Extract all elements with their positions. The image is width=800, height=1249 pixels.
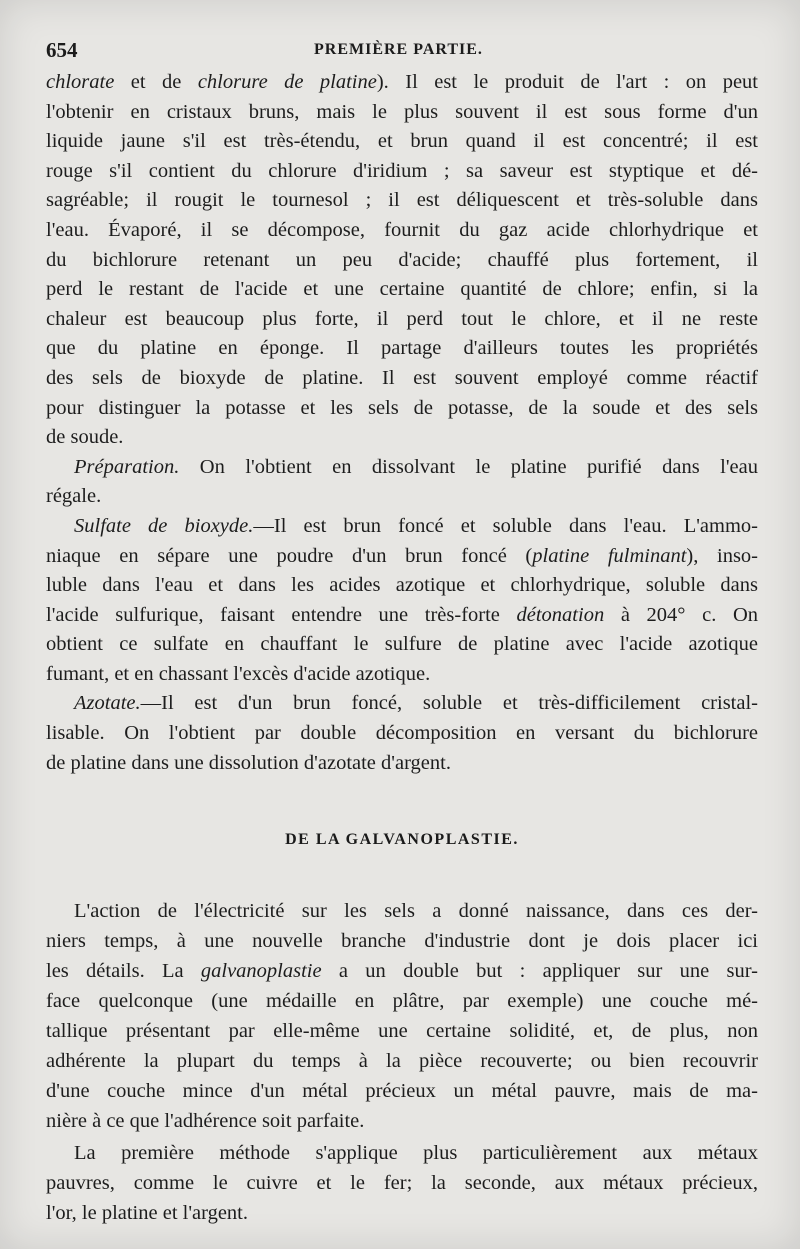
text-run: l'acide sulfurique, faisant entendre une très-forte <box>46 603 517 626</box>
text-line: nière à ce que l'adhérence soit parfaite. <box>46 1110 365 1132</box>
sulfate-line <box>46 512 758 542</box>
text-run: et de <box>114 71 198 93</box>
text-line <box>46 956 758 986</box>
text-line: sagréable; il rougit le tournesol ; il est déliquescent et très-soluble dans <box>46 189 758 212</box>
text-line: L'action de l'électricité sur les sels a donné naissance, dans ces der- <box>74 900 758 922</box>
text-line: du bichlorure retenant un peu d'acide; chauffé plus fortement, il <box>46 248 758 271</box>
italic-term: chlorate <box>46 71 115 93</box>
text-run: —Il est d'un brun foncé, soluble et très-difficilement cristal- <box>140 692 758 715</box>
preparation-label: Préparation. <box>74 455 180 478</box>
text-line: luble dans l'eau et dans les acides azotique et chlorhydrique, soluble dans <box>46 574 758 597</box>
text-line <box>46 68 758 98</box>
text-line: liquide jaune s'il est très-étendu, et brun quand il est concentré; il est <box>46 130 758 153</box>
text-line: pauvres, comme le cuivre et le fer; la seconde, aux métaux précieux, <box>46 1172 758 1194</box>
page-number: 654 <box>46 38 78 62</box>
body-text-bottom <box>46 896 758 1228</box>
section-heading: DE LA GALVANOPLASTIE. <box>285 831 519 848</box>
text-line: face quelconque (une médaille en plâtre, par exemple) une couche mé- <box>46 990 758 1012</box>
text-line: niers temps, à une nouvelle branche d'industrie dont je dois placer ici <box>46 930 758 952</box>
text-line: adhérente la plupart du temps à la pièce recouverte; ou bien recouvrir <box>46 1050 758 1072</box>
text-line: tallique présentant par elle-même une certaine solidité, et, de plus, non <box>46 1020 758 1042</box>
text-line: que du platine en éponge. Il partage d'ailleurs toutes les propriétés <box>46 337 758 360</box>
page-header <box>46 38 758 66</box>
text-line: lisable. On l'obtient par double décomposition en versant du bichlorure <box>46 722 758 745</box>
body-text-top <box>46 68 758 778</box>
text-line: l'obtenir en cristaux bruns, mais le plus souvent il est sous forme d'un <box>46 100 758 123</box>
text-line: de soude. <box>46 426 124 449</box>
text-line: régale. <box>46 485 102 508</box>
azotate-line <box>46 689 758 719</box>
text-line: chaleur est beaucoup plus forte, il perd tout le chlore, et il ne reste <box>46 307 758 330</box>
azotate-label: Azotate. <box>74 692 141 715</box>
text-run: les détails. La <box>46 960 201 982</box>
italic-term: chlorure de platine <box>197 71 377 93</box>
text-line: obtient ce sulfate en chauffant le sulfure de platine avec l'acide azotique <box>46 633 758 656</box>
text-run: On l'obtient en dissolvant le platine purifié dans l'eau <box>179 455 758 478</box>
text-line <box>46 601 758 631</box>
text-line: perd le restant de l'acide et une certaine quantité de chlore; enfin, si la <box>46 278 758 301</box>
text-line: de platine dans une dissolution d'azotate d'argent. <box>46 751 451 774</box>
text-line: rouge s'il contient du chlorure d'iridium ; sa saveur est styptique et dé- <box>46 159 758 182</box>
text-line: pour distinguer la potasse et les sels de potasse, de la soude et des sels <box>46 396 758 419</box>
text-line: l'eau. Évaporé, il se décompose, fournit du gaz acide chlorhydrique et <box>46 218 758 241</box>
preparation-line <box>46 453 758 483</box>
text-run: à 204° c. On <box>604 603 758 626</box>
text-run: a un double but : appliquer sur une sur- <box>321 960 758 982</box>
text-line: d'une couche mince d'un métal précieux un métal pauvre, mais de ma- <box>46 1080 758 1102</box>
italic-term: détonation <box>516 603 605 626</box>
text-run: ), inso- <box>686 544 759 567</box>
text-line: l'or, le platine et l'argent. <box>46 1202 249 1224</box>
text-line: des sels de bioxyde de platine. Il est souvent employé comme réactif <box>46 366 758 389</box>
text-run: niaque en sépare une poudre d'un brun foncé ( <box>46 544 533 567</box>
text-run: ). Il est le produit de l'art : on peut <box>376 71 759 93</box>
italic-term: galvanoplastie <box>200 960 322 982</box>
italic-term: platine fulminant <box>532 544 687 567</box>
text-line: fumant, et en chassant l'excès d'acide azotique. <box>46 662 431 685</box>
text-run: —Il est brun foncé et soluble dans l'eau. L'ammo- <box>253 514 758 537</box>
running-head: PREMIÈRE PARTIE. <box>314 41 483 58</box>
sulfate-label: Sulfate de bioxyde. <box>74 514 254 537</box>
text-line <box>46 542 758 572</box>
text-line: La première méthode s'applique plus particulièrement aux métaux <box>74 1142 758 1164</box>
